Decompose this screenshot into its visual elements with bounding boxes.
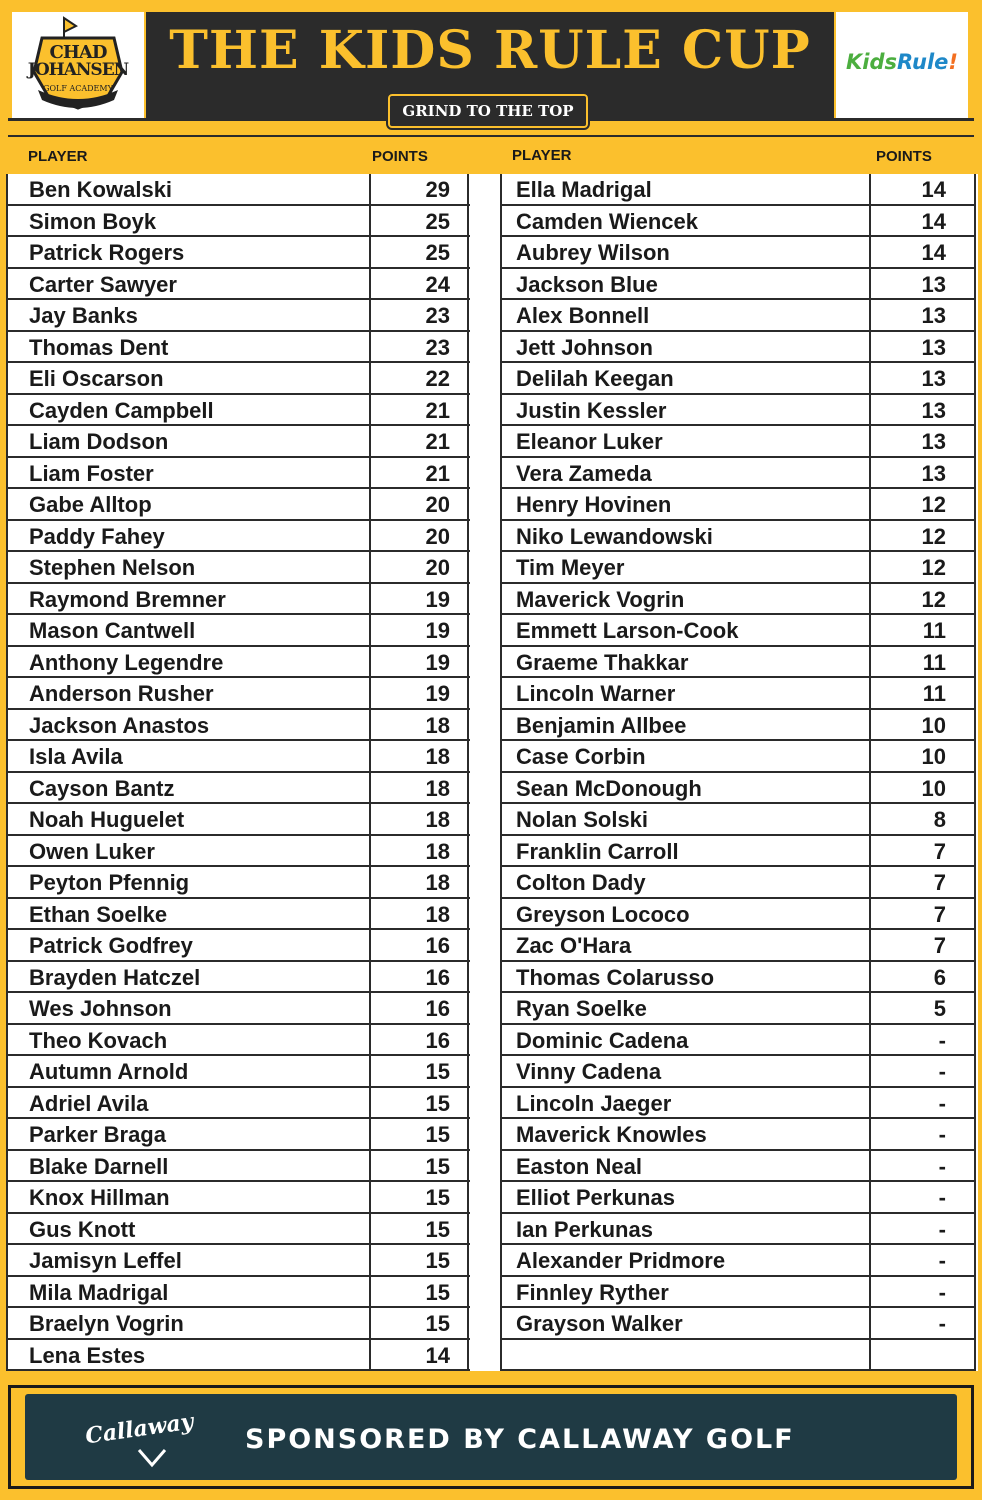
table-row: [500, 993, 974, 1025]
standings-column-right: [500, 174, 974, 1371]
player-points: 23: [425, 303, 450, 328]
tagline-plaque: [388, 94, 588, 128]
player-points: 13: [921, 271, 946, 297]
player-points: 14: [921, 240, 946, 265]
player-name: Jamisyn Leffel: [29, 1248, 182, 1273]
player-points: 13: [921, 397, 946, 423]
player-name: Noah Huguelet: [29, 807, 185, 832]
player-points: 10: [921, 744, 946, 769]
player-name: Anderson Rusher: [29, 681, 214, 706]
player-points: -: [938, 1122, 946, 1147]
table-row: [500, 678, 974, 710]
table-row: [500, 1182, 974, 1214]
player-name: Jay Banks: [29, 303, 138, 328]
player-name: Wes Johnson: [29, 996, 172, 1021]
player-points: 13: [921, 366, 946, 391]
table-row: [6, 867, 470, 899]
table-row: [6, 741, 470, 773]
table-row: [500, 1277, 974, 1309]
table-row: [6, 899, 470, 931]
player-points: 7: [933, 870, 946, 895]
player-name: Adriel Avila: [29, 1090, 149, 1116]
table-row: [500, 1214, 974, 1246]
player-name: Lena Estes: [29, 1342, 146, 1368]
player-points: 5: [933, 996, 946, 1021]
table-row: [6, 489, 470, 521]
player-name: Braelyn Vogrin: [29, 1311, 184, 1336]
player-points: 18: [425, 870, 450, 895]
player-points: -: [938, 1216, 946, 1242]
player-points: 12: [921, 492, 946, 517]
kids-rule-part1: Kids: [845, 50, 897, 74]
table-border-left: [6, 174, 8, 1371]
table-row: [6, 1088, 470, 1120]
table-row: [500, 710, 974, 742]
player-name: Franklin Carroll: [516, 838, 679, 864]
table-row: [500, 332, 974, 364]
player-name: Justin Kessler: [516, 397, 667, 423]
player-name: Case Corbin: [516, 744, 646, 769]
tagline: GRIND TO THE TOP: [402, 102, 574, 120]
player-points: -: [938, 1248, 946, 1273]
logo-line3: GOLF ACADEMY: [43, 84, 113, 93]
player-points: 14: [921, 208, 946, 234]
table-row: [6, 174, 470, 206]
sponsor-banner: [25, 1394, 957, 1480]
player-name: Raymond Bremner: [29, 586, 226, 612]
col-header-points-right: POINTS: [876, 148, 932, 165]
logo-line1: CHAD: [49, 42, 107, 63]
player-points: 21: [425, 460, 450, 486]
player-points: 20: [425, 523, 450, 549]
table-row: [6, 993, 470, 1025]
table-row: [500, 899, 974, 931]
player-points: 18: [425, 838, 450, 864]
player-name: Thomas Colarusso: [516, 964, 715, 990]
table-row: [500, 584, 974, 616]
player-points: 15: [425, 1122, 450, 1147]
table-row: [6, 678, 470, 710]
table-row: [6, 1119, 470, 1151]
table-row: [6, 1277, 470, 1309]
player-points: -: [938, 1153, 946, 1179]
table-row: [500, 300, 974, 332]
player-points: 15: [425, 1216, 450, 1242]
table-row: [6, 426, 470, 458]
player-points: 11: [922, 649, 946, 675]
player-name: Grayson Walker: [516, 1311, 683, 1336]
table-row: [6, 363, 470, 395]
player-points: 15: [425, 1153, 450, 1179]
player-points: 19: [425, 618, 450, 643]
player-name: Cayson Bantz: [29, 775, 175, 801]
player-name: Benjamin Allbee: [516, 712, 687, 738]
table-row: [500, 836, 974, 868]
table-row: [6, 1056, 470, 1088]
player-name: Ella Madrigal: [516, 177, 652, 202]
header-divider-bottom: [8, 135, 974, 137]
player-name: Carter Sawyer: [29, 271, 177, 297]
player-points: 15: [425, 1059, 450, 1084]
table-row: [500, 741, 974, 773]
player-name: Thomas Dent: [29, 334, 169, 360]
player-points: 14: [921, 177, 946, 202]
player-points: 13: [921, 429, 946, 454]
table-row: [6, 1340, 470, 1372]
table-row: [500, 363, 974, 395]
player-points: 16: [425, 996, 450, 1021]
table-row: [6, 647, 470, 679]
table-row: [6, 1245, 470, 1277]
player-points: 13: [921, 334, 946, 360]
table-row: [500, 269, 974, 301]
table-row: [500, 395, 974, 427]
player-name: Zac O'Hara: [516, 933, 632, 958]
table-row: [6, 1025, 470, 1057]
table-row: [6, 615, 470, 647]
player-name: Mason Cantwell: [29, 618, 196, 643]
player-name: Delilah Keegan: [516, 366, 674, 391]
player-points: 25: [425, 240, 450, 265]
player-points: 13: [921, 460, 946, 486]
table-row: [6, 300, 470, 332]
player-points: 11: [922, 681, 946, 706]
player-name: Eli Oscarson: [29, 366, 164, 391]
player-name: Parker Braga: [29, 1122, 166, 1147]
standings-column-left: [6, 174, 470, 1371]
player-name: Patrick Godfrey: [29, 933, 193, 958]
player-name: Alex Bonnell: [516, 303, 650, 328]
player-points: 7: [933, 838, 946, 864]
player-points: 12: [921, 523, 946, 549]
player-points: 7: [933, 933, 946, 958]
player-name: Paddy Fahey: [29, 523, 165, 549]
player-name: Elliot Perkunas: [516, 1185, 675, 1210]
chad-johansen-logo: [12, 12, 144, 118]
player-points: 29: [425, 177, 450, 202]
points-divider-right: [869, 174, 871, 1371]
player-name: Jett Johnson: [516, 334, 653, 360]
table-row: [6, 773, 470, 805]
player-points: 8: [933, 807, 946, 832]
player-points: 15: [425, 1090, 450, 1116]
player-points: -: [938, 1311, 946, 1336]
table-row: [6, 458, 470, 490]
kids-rule-wordmark: [842, 50, 962, 74]
table-row: [6, 552, 470, 584]
player-name: Vinny Cadena: [516, 1059, 662, 1084]
player-name: Tim Meyer: [516, 555, 625, 580]
player-points: 20: [425, 492, 450, 517]
player-points: -: [938, 1279, 946, 1305]
table-row: [500, 489, 974, 521]
player-points: -: [938, 1185, 946, 1210]
standings-table: [6, 174, 978, 1371]
table-row: [6, 930, 470, 962]
player-points: 18: [425, 712, 450, 738]
player-points: 15: [425, 1248, 450, 1273]
table-row: [500, 930, 974, 962]
column-divider-left: [467, 174, 469, 1371]
chevron-icon: [137, 1448, 167, 1468]
table-row: [500, 426, 974, 458]
player-name: Owen Luker: [29, 838, 155, 864]
player-points: -: [938, 1090, 946, 1116]
table-row: [6, 962, 470, 994]
table-row: [6, 206, 470, 238]
table-row: [500, 1308, 974, 1340]
table-row: [500, 1056, 974, 1088]
player-points: 18: [425, 901, 450, 927]
player-points: 25: [425, 208, 450, 234]
table-row: [500, 237, 974, 269]
table-row: [6, 1151, 470, 1183]
table-border-right: [974, 174, 976, 1371]
player-name: Brayden Hatczel: [29, 964, 201, 990]
player-points: 16: [425, 964, 450, 990]
sponsor-text: SPONSORED BY CALLAWAY GOLF: [245, 1424, 795, 1455]
table-row: [500, 174, 974, 206]
player-name: Blake Darnell: [29, 1153, 169, 1179]
player-points: 20: [425, 555, 450, 580]
player-name: Autumn Arnold: [29, 1059, 189, 1084]
player-name: Eleanor Luker: [516, 429, 663, 454]
table-row: [6, 836, 470, 868]
player-name: Liam Foster: [29, 460, 154, 486]
player-points: -: [938, 1059, 946, 1084]
table-row: [500, 1151, 974, 1183]
table-row: [500, 552, 974, 584]
player-name: Vera Zameda: [516, 460, 652, 486]
table-row: [500, 1119, 974, 1151]
player-name: Sean McDonough: [516, 775, 702, 801]
player-points: 18: [425, 775, 450, 801]
player-name: Ian Perkunas: [516, 1216, 653, 1242]
player-name: Finnley Ryther: [516, 1279, 669, 1305]
table-row: [500, 647, 974, 679]
player-name: Gabe Alltop: [29, 492, 152, 517]
player-name: Alexander Pridmore: [516, 1248, 726, 1273]
player-name: Theo Kovach: [29, 1027, 168, 1053]
player-name: Emmett Larson-Cook: [516, 618, 739, 643]
table-row: [6, 269, 470, 301]
table-row: [6, 521, 470, 553]
player-points: 22: [425, 366, 450, 391]
player-points: 19: [425, 586, 450, 612]
player-name: Aubrey Wilson: [516, 240, 670, 265]
player-name: Gus Knott: [29, 1216, 136, 1242]
player-points: 15: [425, 1185, 450, 1210]
table-row: [500, 521, 974, 553]
player-name: Mila Madrigal: [29, 1279, 169, 1305]
player-points: 6: [933, 964, 946, 990]
player-points: 18: [425, 744, 450, 769]
column-divider-right: [500, 174, 502, 1371]
player-name: Dominic Cadena: [516, 1027, 689, 1053]
player-points: 15: [425, 1279, 450, 1305]
player-name: Greyson Lococo: [516, 901, 690, 927]
player-points: 11: [922, 618, 946, 643]
col-header-player-right: PLAYER: [512, 147, 572, 164]
player-name: Jackson Anastos: [29, 712, 210, 738]
player-name: Cayden Campbell: [29, 397, 214, 423]
player-points: 13: [921, 303, 946, 328]
player-points: 19: [425, 649, 450, 675]
sponsor-footer: [8, 1385, 974, 1489]
player-points: 7: [933, 901, 946, 927]
player-name: Simon Boyk: [29, 208, 157, 234]
player-name: Stephen Nelson: [29, 555, 196, 580]
table-row: [500, 1340, 974, 1372]
player-points: 12: [921, 586, 946, 612]
table-row: [6, 1214, 470, 1246]
player-name: Maverick Vogrin: [516, 586, 685, 612]
player-points: 23: [425, 334, 450, 360]
player-points: 16: [425, 1027, 450, 1053]
callaway-logo: Callaway: [83, 1408, 195, 1450]
table-row: [6, 710, 470, 742]
player-points: 16: [425, 933, 450, 958]
player-name: Graeme Thakkar: [516, 649, 689, 675]
logo-line2: JOHANSEN: [27, 60, 129, 80]
table-row: [500, 206, 974, 238]
table-row: [6, 584, 470, 616]
col-header-points-left: POINTS: [372, 148, 428, 165]
table-row: [500, 458, 974, 490]
player-name: Isla Avila: [29, 744, 123, 769]
kids-rule-part3: !: [948, 50, 958, 74]
player-points: 21: [425, 429, 450, 454]
table-row: [500, 804, 974, 836]
player-name: Patrick Rogers: [29, 240, 185, 265]
table-row: [500, 867, 974, 899]
kids-rule-logo: [836, 12, 968, 118]
player-points: 24: [425, 271, 450, 297]
table-row: [6, 1308, 470, 1340]
player-points: 10: [921, 712, 946, 738]
table-row: [6, 332, 470, 364]
player-points: 19: [425, 681, 450, 706]
player-points: 12: [921, 555, 946, 580]
player-name: Niko Lewandowski: [516, 523, 713, 549]
player-name: Peyton Pfennig: [29, 870, 190, 895]
table-row: [6, 1182, 470, 1214]
player-name: Anthony Legendre: [29, 649, 224, 675]
player-name: Nolan Solski: [516, 807, 649, 832]
player-name: Ethan Soelke: [29, 901, 168, 927]
table-row: [500, 962, 974, 994]
player-points: 15: [425, 1311, 450, 1336]
table-row: [500, 773, 974, 805]
page-title: THE KIDS RULE CUP: [169, 20, 811, 81]
player-points: 21: [425, 397, 450, 423]
player-name: Camden Wiencek: [516, 208, 698, 234]
player-name: Lincoln Warner: [516, 681, 676, 706]
player-name: Liam Dodson: [29, 429, 169, 454]
table-row: [500, 1088, 974, 1120]
player-points: 10: [921, 775, 946, 801]
table-row: [500, 615, 974, 647]
player-name: Henry Hovinen: [516, 492, 672, 517]
table-row: [500, 1245, 974, 1277]
player-name: Ryan Soelke: [516, 996, 647, 1021]
player-name: Lincoln Jaeger: [516, 1090, 672, 1116]
table-row: [6, 395, 470, 427]
table-row: [6, 237, 470, 269]
player-name: Easton Neal: [516, 1153, 642, 1179]
player-name: Colton Dady: [516, 870, 646, 895]
player-points: 18: [425, 807, 450, 832]
points-divider-left: [369, 174, 371, 1371]
player-name: Knox Hillman: [29, 1185, 170, 1210]
player-name: Ben Kowalski: [29, 177, 173, 202]
player-name: Jackson Blue: [516, 271, 658, 297]
player-name: Maverick Knowles: [516, 1122, 707, 1147]
col-header-player-left: PLAYER: [28, 148, 88, 165]
player-points: 14: [425, 1342, 450, 1368]
player-points: -: [938, 1027, 946, 1053]
kids-rule-part2: Rule: [897, 50, 949, 74]
table-row: [6, 804, 470, 836]
table-row: [500, 1025, 974, 1057]
